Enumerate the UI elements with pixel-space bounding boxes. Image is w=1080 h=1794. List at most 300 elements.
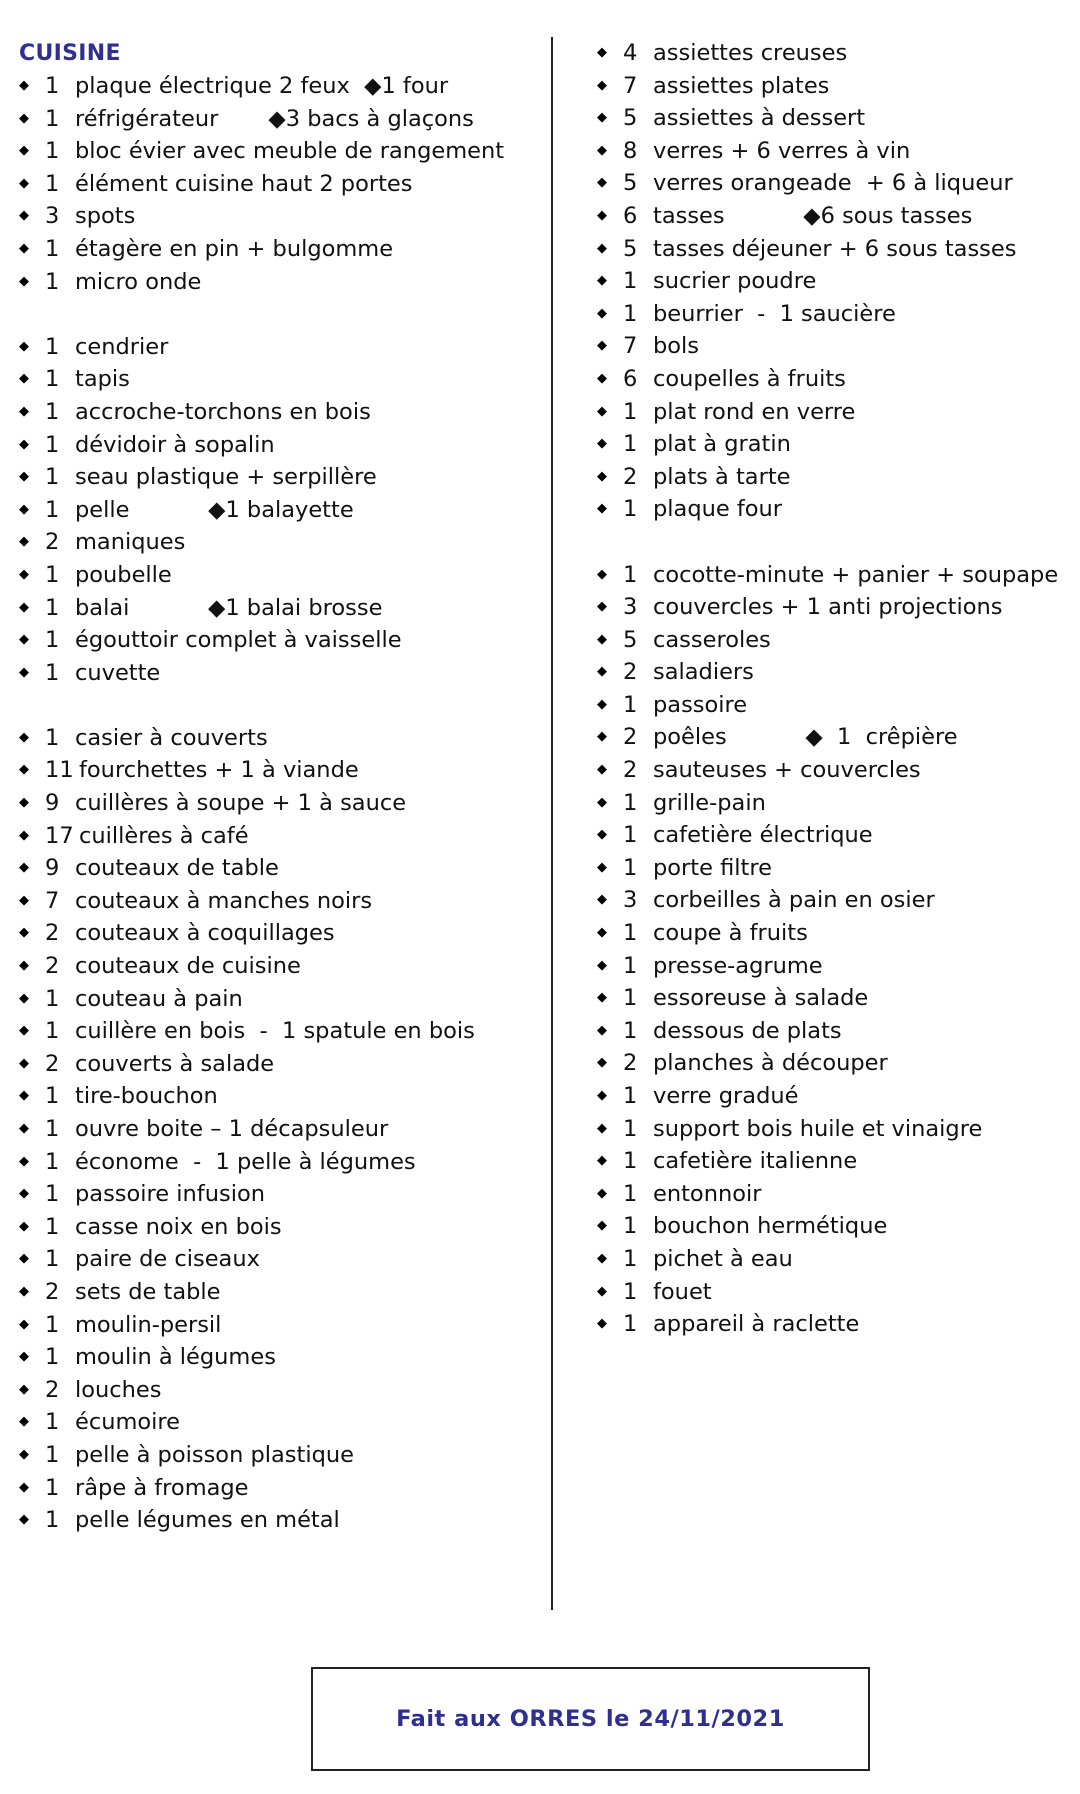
diamond-bullet-icon: ◆ [19, 436, 29, 452]
item-label: plat à gratin [653, 431, 791, 458]
diamond-bullet-icon: ◆ [597, 1088, 607, 1103]
item-label: casier à couverts [75, 724, 268, 751]
item-quantity: 1 [45, 105, 60, 132]
list-item [19, 1211, 539, 1244]
list-item [19, 233, 539, 266]
item-quantity: 1 [623, 789, 638, 816]
item-quantity: 1 [45, 1148, 60, 1175]
diamond-bullet-icon: ◆ [19, 860, 29, 876]
item-quantity: 1 [45, 366, 60, 393]
item-quantity: 1 [623, 920, 638, 947]
diamond-bullet-icon: ◆ [19, 175, 29, 191]
diamond-bullet-icon: ◆ [597, 1120, 607, 1136]
item-label: presse-agrume [653, 952, 823, 979]
list-item [597, 819, 1067, 852]
item-label: cafetière italienne [653, 1148, 858, 1175]
item-label: cuillères à café [79, 822, 249, 849]
list-item [597, 852, 1067, 885]
item-quantity: 1 [623, 268, 638, 295]
item-label: égouttoir complet à vaisselle [75, 627, 402, 654]
list-item [19, 754, 539, 787]
item-quantity: 1 [623, 398, 638, 425]
diamond-bullet-icon: ◆ [597, 1022, 607, 1038]
diamond-bullet-icon: ◆ [597, 501, 607, 517]
list-item [597, 656, 1067, 689]
diamond-bullet-icon: ◆ [19, 371, 29, 387]
item-label: accroche-torchons en bois [75, 398, 371, 425]
item-label: spots [75, 203, 136, 230]
item-label: cocotte-minute + panier + soupape [653, 561, 1059, 588]
item-quantity: 1 [45, 659, 60, 686]
item-label: réfrigérateur ◆3 bacs à glaçons [75, 105, 474, 132]
item-quantity: 2 [45, 1050, 60, 1077]
item-label: poêles ◆ 1 crêpière [653, 724, 958, 751]
diamond-bullet-icon: ◆ [19, 403, 29, 419]
column-divider [551, 37, 553, 1610]
item-label: fourchettes + 1 à viande [79, 757, 359, 784]
item-label: grille-pain [653, 789, 766, 816]
item-label: appareil à raclette [653, 1311, 860, 1338]
list-item [597, 1047, 1067, 1080]
list-item [19, 200, 539, 233]
diamond-bullet-icon: ◆ [19, 762, 29, 778]
item-quantity: 1 [623, 952, 638, 979]
item-quantity: 11 [45, 757, 74, 784]
list-item [19, 624, 539, 657]
item-label: bloc évier avec meuble de rangement [75, 138, 505, 165]
item-quantity: 2 [45, 1376, 60, 1403]
item-label: louches [75, 1376, 162, 1403]
list-item [19, 363, 539, 396]
item-quantity: 2 [623, 757, 638, 784]
item-label: sucrier poudre [653, 268, 817, 295]
diamond-bullet-icon: ◆ [597, 1250, 607, 1266]
item-quantity: 2 [623, 463, 638, 490]
list-item [19, 657, 539, 690]
item-quantity: 1 [45, 627, 60, 654]
item-quantity: 1 [45, 170, 60, 197]
diamond-bullet-icon: ◆ [19, 338, 29, 354]
item-quantity: 7 [623, 333, 638, 360]
diamond-bullet-icon: ◆ [19, 1088, 29, 1104]
item-quantity: 1 [45, 138, 60, 165]
diamond-bullet-icon: ◆ [19, 1218, 29, 1234]
list-item [19, 103, 539, 136]
diamond-bullet-icon: ◆ [19, 1512, 29, 1528]
list-item [19, 722, 539, 755]
list-item [19, 885, 539, 918]
item-label: plats à tarte [653, 463, 791, 490]
item-label: casse noix en bois [75, 1213, 282, 1240]
item-quantity: 17 [45, 822, 74, 849]
item-label: couteau à pain [75, 985, 243, 1012]
list-item [597, 461, 1067, 494]
list-item [19, 1080, 539, 1113]
diamond-bullet-icon: ◆ [19, 78, 29, 93]
list-item [597, 754, 1067, 787]
item-label: râpe à fromage [75, 1474, 249, 1501]
list-spacer [597, 526, 1067, 559]
list-spacer [19, 298, 539, 331]
item-label: verre gradué [653, 1083, 799, 1109]
item-quantity: 3 [623, 887, 638, 914]
item-label: économe - 1 pelle à légumes [75, 1148, 416, 1175]
diamond-bullet-icon: ◆ [597, 729, 607, 745]
list-item [597, 787, 1067, 820]
item-label: pelle ◆1 balayette [75, 496, 354, 523]
item-quantity: 1 [45, 73, 60, 99]
diamond-bullet-icon: ◆ [19, 273, 29, 289]
diamond-bullet-icon: ◆ [19, 1055, 29, 1071]
item-label: poubelle [75, 561, 172, 588]
item-quantity: 1 [45, 1213, 60, 1240]
item-label: étagère en pin + bulgomme [75, 235, 394, 262]
item-quantity: 1 [45, 561, 60, 588]
list-item [19, 168, 539, 201]
list-item [19, 1504, 539, 1537]
item-label: passoire infusion [75, 1181, 265, 1208]
diamond-bullet-icon: ◆ [19, 566, 29, 582]
item-quantity: 1 [623, 1278, 638, 1305]
item-quantity: 2 [623, 1050, 638, 1077]
list-item [597, 265, 1067, 298]
diamond-bullet-icon: ◆ [597, 240, 607, 256]
item-label: écumoire [75, 1409, 181, 1436]
diamond-bullet-icon: ◆ [19, 827, 29, 843]
list-item [19, 1276, 539, 1309]
item-label: tire-bouchon [75, 1083, 218, 1110]
diamond-bullet-icon: ◆ [19, 599, 29, 615]
item-quantity: 1 [623, 561, 638, 588]
diamond-bullet-icon: ◆ [19, 1414, 29, 1430]
item-quantity: 1 [45, 1474, 60, 1501]
item-label: couteaux de cuisine [75, 953, 301, 980]
item-label: plaque électrique 2 feux ◆1 four [75, 73, 449, 99]
item-label: pichet à eau [653, 1245, 793, 1272]
list-item [597, 363, 1067, 396]
list-item [597, 917, 1067, 950]
item-label: couverts à salade [75, 1050, 275, 1077]
item-quantity: 1 [623, 496, 638, 523]
diamond-bullet-icon: ◆ [19, 1251, 29, 1267]
item-label: tapis [75, 366, 130, 393]
list-item [19, 135, 539, 168]
list-item [19, 494, 539, 527]
item-label: verres + 6 verres à vin [653, 137, 911, 164]
item-label: sets de table [75, 1278, 221, 1305]
list-item [597, 396, 1067, 429]
diamond-bullet-icon: ◆ [597, 1218, 607, 1234]
item-label: saladiers [653, 659, 754, 686]
list-item [19, 592, 539, 625]
diamond-bullet-icon: ◆ [19, 990, 29, 1006]
item-label: coupe à fruits [653, 920, 808, 947]
item-quantity: 1 [623, 1017, 638, 1044]
item-quantity: 1 [623, 431, 638, 458]
list-item [597, 1080, 1067, 1113]
diamond-bullet-icon: ◆ [19, 534, 29, 550]
item-label: fouet [653, 1278, 712, 1305]
diamond-bullet-icon: ◆ [19, 1283, 29, 1299]
diamond-bullet-icon: ◆ [597, 631, 607, 647]
list-item [597, 1243, 1067, 1276]
item-quantity: 7 [623, 72, 638, 99]
item-label: verres orangeade + 6 à liqueur [653, 170, 1013, 197]
item-label: micro onde [75, 268, 202, 295]
list-item [19, 70, 539, 103]
diamond-bullet-icon: ◆ [19, 632, 29, 648]
diamond-bullet-icon: ◆ [597, 925, 607, 941]
item-quantity: 1 [623, 1180, 638, 1207]
list-item [597, 200, 1067, 233]
diamond-bullet-icon: ◆ [597, 1055, 607, 1071]
item-label: pelle à poisson plastique [75, 1441, 354, 1468]
list-spacer [19, 689, 539, 722]
item-quantity: 1 [623, 1311, 638, 1338]
list-item [19, 950, 539, 983]
item-label: corbeilles à pain en osier [653, 887, 935, 914]
item-quantity: 2 [45, 1278, 60, 1305]
diamond-bullet-icon: ◆ [597, 664, 607, 680]
item-label: cuvette [75, 659, 161, 686]
diamond-bullet-icon: ◆ [597, 436, 607, 452]
list-item [19, 1406, 539, 1439]
item-quantity: 2 [45, 920, 60, 947]
item-label: support bois huile et vinaigre [653, 1115, 983, 1142]
list-item [19, 1374, 539, 1407]
item-label: ouvre boite – 1 décapsuleur [75, 1116, 389, 1142]
list-item [19, 1048, 539, 1081]
diamond-bullet-icon: ◆ [597, 338, 607, 354]
list-item [597, 1113, 1067, 1146]
item-quantity: 4 [623, 40, 638, 66]
diamond-bullet-icon: ◆ [19, 1446, 29, 1462]
diamond-bullet-icon: ◆ [19, 1349, 29, 1365]
item-quantity: 1 [45, 1409, 60, 1436]
item-label: dévidoir à sopalin [75, 431, 275, 458]
list-item [597, 591, 1067, 624]
list-item [597, 298, 1067, 331]
item-quantity: 1 [45, 333, 60, 360]
item-quantity: 1 [45, 724, 60, 751]
diamond-bullet-icon: ◆ [597, 1153, 607, 1169]
diamond-bullet-icon: ◆ [19, 110, 29, 126]
list-item [19, 1243, 539, 1276]
item-quantity: 5 [623, 235, 638, 262]
list-item [19, 266, 539, 299]
item-quantity: 2 [623, 659, 638, 686]
item-quantity: 1 [45, 496, 60, 523]
item-label: cafetière électrique [653, 822, 873, 849]
item-label: cendrier [75, 333, 169, 360]
item-quantity: 6 [623, 202, 638, 229]
list-item [597, 70, 1067, 103]
diamond-bullet-icon: ◆ [597, 403, 607, 419]
list-item [597, 1276, 1067, 1309]
list-item [19, 787, 539, 820]
footer-text: Fait aux ORRES le 24/11/2021 [396, 1706, 785, 1732]
list-item [597, 233, 1067, 266]
item-label: assiettes creuses [653, 40, 848, 66]
list-item [597, 493, 1067, 526]
item-quantity: 8 [623, 137, 638, 164]
list-item [19, 917, 539, 950]
diamond-bullet-icon: ◆ [19, 1381, 29, 1397]
list-item [19, 1341, 539, 1374]
item-label: entonnoir [653, 1180, 762, 1207]
item-quantity: 1 [45, 985, 60, 1012]
item-label: assiettes plates [653, 72, 830, 99]
item-quantity: 1 [45, 431, 60, 458]
item-quantity: 5 [623, 105, 638, 132]
list-item [597, 1145, 1067, 1178]
diamond-bullet-icon: ◆ [597, 566, 607, 582]
item-label: casseroles [653, 626, 771, 653]
item-label: sauteuses + couvercles [653, 757, 921, 784]
item-quantity: 1 [623, 1148, 638, 1175]
diamond-bullet-icon: ◆ [597, 892, 607, 908]
list-item [19, 1472, 539, 1505]
list-item [597, 428, 1067, 461]
item-quantity: 1 [45, 1018, 60, 1045]
section-title: CUISINE [19, 41, 121, 66]
item-label: bouchon hermétique [653, 1213, 888, 1240]
item-label: couvercles + 1 anti projections [653, 594, 1003, 621]
diamond-bullet-icon: ◆ [597, 110, 607, 126]
item-label: pelle légumes en métal [75, 1507, 340, 1534]
item-quantity: 3 [623, 594, 638, 621]
item-quantity: 1 [623, 300, 638, 327]
item-quantity: 5 [623, 626, 638, 653]
item-label: seau plastique + serpillère [75, 464, 377, 491]
item-quantity: 1 [623, 691, 638, 718]
item-label: tasses ◆6 sous tasses [653, 202, 973, 229]
item-label: porte filtre [653, 854, 772, 881]
item-quantity: 1 [623, 1083, 638, 1109]
list-item [19, 396, 539, 429]
list-item [19, 1146, 539, 1179]
diamond-bullet-icon: ◆ [19, 501, 29, 517]
item-label: assiettes à dessert [653, 105, 866, 132]
diamond-bullet-icon: ◆ [19, 1316, 29, 1332]
list-item [597, 1210, 1067, 1243]
list-item [19, 1309, 539, 1342]
item-quantity: 2 [45, 529, 60, 556]
item-label: balai ◆1 balai brosse [75, 594, 383, 621]
item-label: cuillère en bois - 1 spatule en bois [75, 1018, 475, 1045]
diamond-bullet-icon: ◆ [597, 45, 607, 60]
list-item [19, 820, 539, 853]
diamond-bullet-icon: ◆ [597, 794, 607, 810]
list-item [597, 330, 1067, 363]
item-quantity: 1 [45, 1441, 60, 1468]
list-item [19, 559, 539, 592]
item-label: élément cuisine haut 2 portes [75, 170, 413, 197]
item-label: couteaux de table [75, 855, 279, 882]
list-item [597, 1178, 1067, 1211]
list-item [597, 37, 1067, 70]
item-quantity: 6 [623, 365, 638, 392]
inventory-left-column [19, 70, 539, 1537]
diamond-bullet-icon: ◆ [597, 207, 607, 223]
diamond-bullet-icon: ◆ [597, 273, 607, 289]
item-label: dessous de plats [653, 1017, 842, 1044]
item-quantity: 9 [45, 790, 60, 817]
item-label: plaque four [653, 496, 783, 523]
item-label: planches à découper [653, 1050, 888, 1077]
list-item [597, 167, 1067, 200]
item-quantity: 2 [623, 724, 638, 751]
diamond-bullet-icon: ◆ [597, 599, 607, 615]
item-quantity: 1 [623, 1213, 638, 1240]
item-quantity: 7 [45, 887, 60, 914]
diamond-bullet-icon: ◆ [597, 1283, 607, 1299]
item-quantity: 9 [45, 855, 60, 882]
diamond-bullet-icon: ◆ [597, 370, 607, 386]
diamond-bullet-icon: ◆ [19, 1153, 29, 1169]
item-label: maniques [75, 529, 186, 556]
item-quantity: 3 [45, 203, 60, 230]
diamond-bullet-icon: ◆ [19, 729, 29, 745]
list-item [597, 559, 1067, 592]
item-label: paire de ciseaux [75, 1246, 260, 1273]
item-quantity: 1 [45, 1083, 60, 1110]
diamond-bullet-icon: ◆ [19, 240, 29, 256]
list-item [597, 721, 1067, 754]
diamond-bullet-icon: ◆ [597, 142, 607, 158]
item-label: cuillères à soupe + 1 à sauce [75, 790, 407, 817]
list-item [19, 331, 539, 364]
list-item [19, 1178, 539, 1211]
item-label: bols [653, 333, 700, 360]
item-quantity: 1 [623, 822, 638, 849]
list-item [19, 1015, 539, 1048]
list-item [597, 982, 1067, 1015]
item-quantity: 1 [45, 1181, 60, 1208]
list-item [19, 983, 539, 1016]
diamond-bullet-icon: ◆ [19, 208, 29, 224]
list-item [597, 624, 1067, 657]
diamond-bullet-icon: ◆ [597, 990, 607, 1006]
list-item [597, 950, 1067, 983]
item-quantity: 1 [45, 1507, 60, 1534]
item-quantity: 1 [623, 985, 638, 1012]
list-item [19, 461, 539, 494]
item-quantity: 1 [45, 464, 60, 491]
item-label: coupelles à fruits [653, 365, 846, 392]
item-quantity: 1 [45, 1344, 60, 1371]
diamond-bullet-icon: ◆ [597, 1316, 607, 1332]
item-label: couteaux à manches noirs [75, 887, 373, 914]
item-quantity: 1 [45, 594, 60, 621]
list-item [597, 135, 1067, 168]
diamond-bullet-icon: ◆ [597, 468, 607, 484]
diamond-bullet-icon: ◆ [597, 1185, 607, 1201]
list-item [597, 102, 1067, 135]
diamond-bullet-icon: ◆ [19, 958, 29, 974]
diamond-bullet-icon: ◆ [597, 175, 607, 191]
list-item [19, 429, 539, 462]
diamond-bullet-icon: ◆ [19, 1121, 29, 1136]
list-item [597, 884, 1067, 917]
list-item [597, 1308, 1067, 1341]
diamond-bullet-icon: ◆ [19, 664, 29, 680]
list-item [597, 1015, 1067, 1048]
item-quantity: 1 [45, 1246, 60, 1273]
list-item [19, 852, 539, 885]
list-item [19, 526, 539, 559]
item-quantity: 2 [45, 953, 60, 980]
